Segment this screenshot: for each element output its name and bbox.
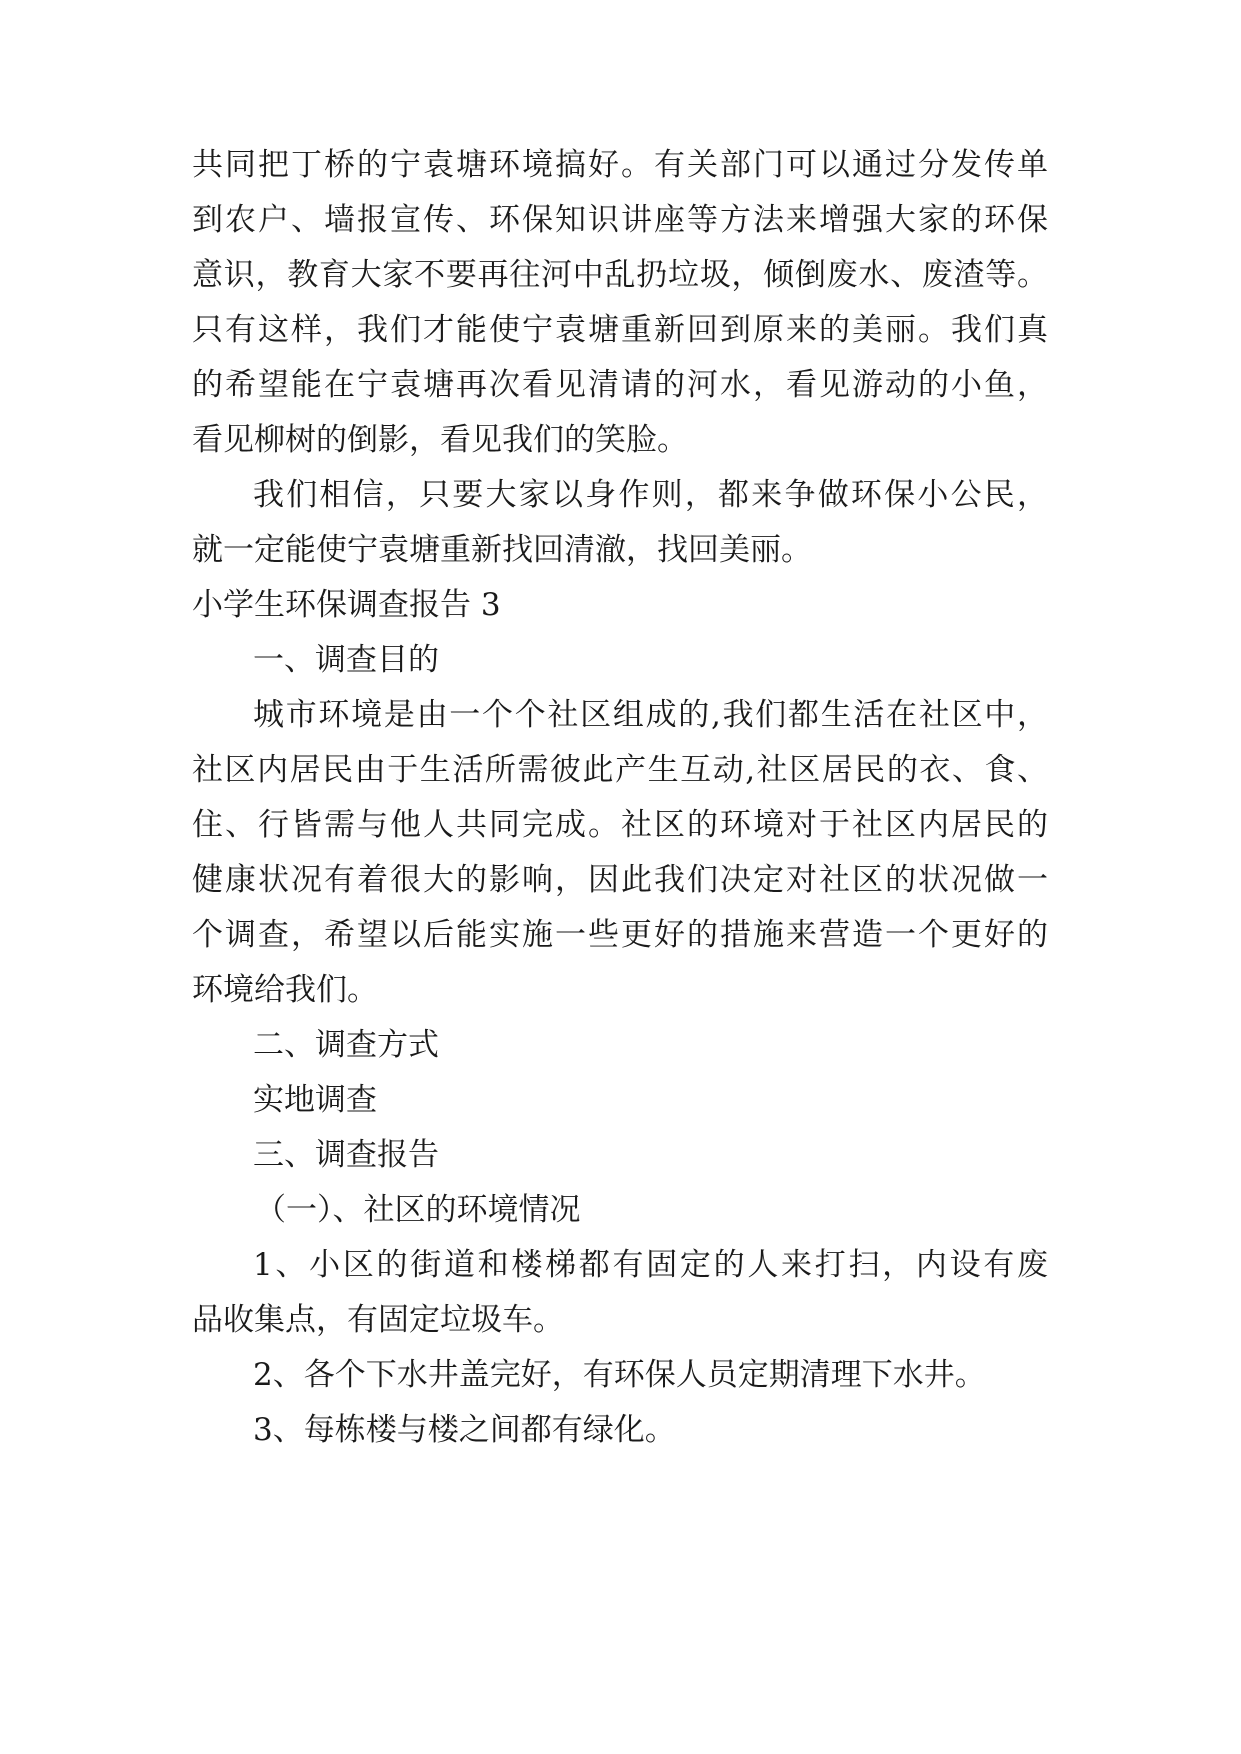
list-item: 品收集点，有固定垃圾车。 (192, 1302, 564, 1338)
list-item: 3、每栋楼与楼之间都有绿化。 (253, 1412, 676, 1448)
paragraph-line: 看见柳树的倒影，看见我们的笑脸。 (192, 422, 688, 458)
paragraph-line: 环境给我们。 (192, 972, 378, 1008)
list-item: 2、各个下水井盖完好，有环保人员定期清理下水井。 (253, 1357, 986, 1393)
paragraph-line: 我们相信，只要大家以身作则，都来争做环保小公民， (253, 477, 1048, 513)
paragraph-line: 健康状况有着很大的影响，因此我们决定对社区的状况做一 (192, 862, 1048, 898)
paragraph-line: 意识，教育大家不要再往河中乱扔垃圾，倾倒废水、废渣等。 (192, 257, 1048, 293)
paragraph-line: 共同把丁桥的宁袁塘环境搞好。有关部门可以通过分发传单 (192, 147, 1048, 183)
report-title: 小学生环保调查报告 3 (192, 587, 501, 623)
section-heading: 一、调查目的 (253, 642, 439, 678)
paragraph-line: 社区内居民由于生活所需彼此产生互动,社区居民的衣、食、 (192, 752, 1048, 788)
paragraph-line: 住、行皆需与他人共同完成。社区的环境对于社区内居民的 (192, 807, 1048, 843)
section-heading: 二、调查方式 (253, 1027, 439, 1063)
paragraph-line: 只有这样，我们才能使宁袁塘重新回到原来的美丽。我们真 (192, 312, 1048, 348)
paragraph-line: 城市环境是由一个个社区组成的,我们都生活在社区中， (253, 697, 1048, 733)
paragraph-line: 的希望能在宁袁塘再次看见清请的河水，看见游动的小鱼， (192, 367, 1048, 403)
paragraph-line: 到农户、墙报宣传、环保知识讲座等方法来增强大家的环保 (192, 202, 1048, 238)
paragraph-line: 就一定能使宁袁塘重新找回清澈，找回美丽。 (192, 532, 812, 568)
paragraph-line: 个调查，希望以后能实施一些更好的措施来营造一个更好的 (192, 917, 1048, 953)
list-item: 1、小区的街道和楼梯都有固定的人来打扫，内设有废 (253, 1247, 1048, 1283)
paragraph-line: 实地调查 (253, 1082, 377, 1118)
subsection-heading: （一）、社区的环境情况 (255, 1192, 581, 1228)
section-heading: 三、调查报告 (253, 1137, 439, 1173)
